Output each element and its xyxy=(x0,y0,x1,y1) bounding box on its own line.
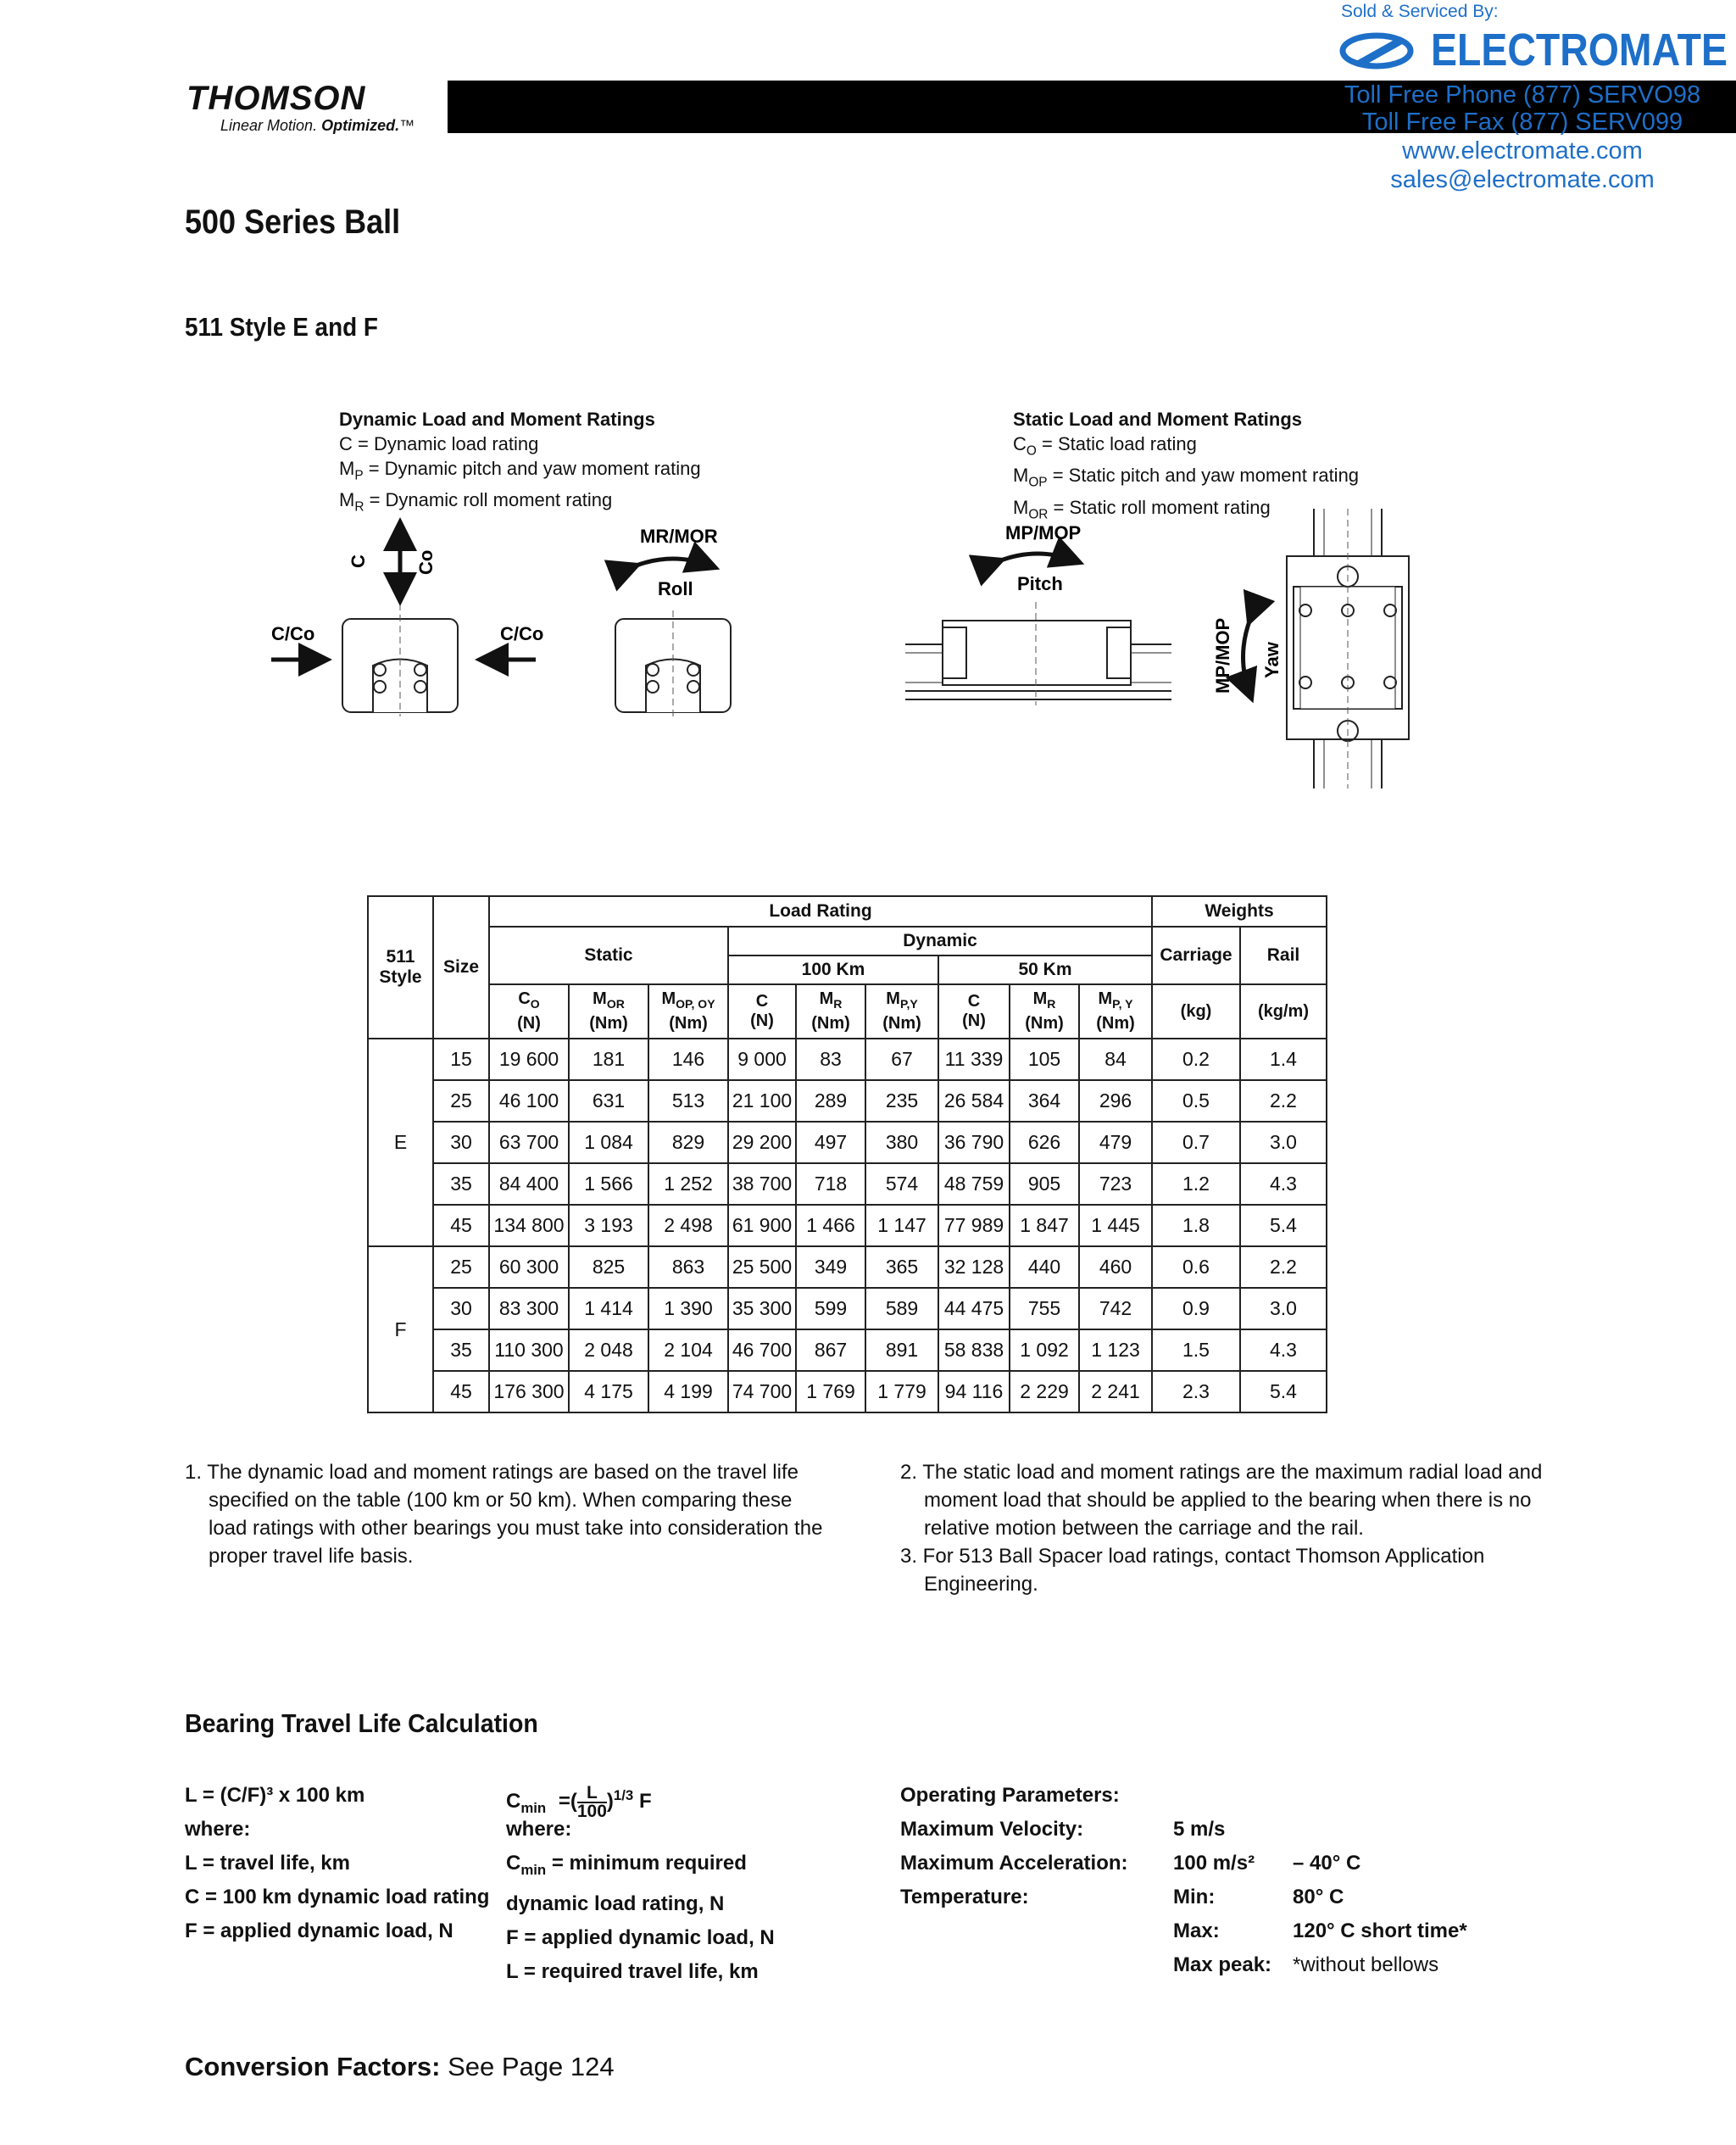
table-cell: 1 147 xyxy=(865,1205,938,1246)
table-cell: 599 xyxy=(796,1288,865,1329)
table-cell: 235 xyxy=(865,1080,938,1122)
def-f2: F = applied dynamic load, N xyxy=(506,1925,775,1949)
calc-formula-1 xyxy=(185,1779,489,1948)
carriage-front-view-roll xyxy=(615,610,731,716)
def-c: C = 100 km dynamic load rating xyxy=(185,1886,490,1908)
table-cell: 1 414 xyxy=(569,1288,648,1329)
col-mp-50: $M_{P, Y}$ (Nm) xyxy=(1079,984,1152,1039)
table-cell: 74 700 xyxy=(728,1371,796,1412)
col-header-size: Size xyxy=(433,896,489,1039)
table-cell: 176 300 xyxy=(489,1371,569,1412)
table-cell: 15 xyxy=(433,1039,489,1080)
table-cell: 45 xyxy=(433,1371,489,1412)
table-cell: 2 104 xyxy=(648,1329,728,1371)
thomson-logo xyxy=(186,80,365,118)
bellows-footnote: *without bellows xyxy=(1293,1953,1439,1976)
table-cell: 349 xyxy=(796,1246,865,1288)
table-cell: 513 xyxy=(648,1080,728,1122)
table-cell: 867 xyxy=(796,1329,865,1371)
thomson-tagline xyxy=(220,117,415,135)
table-cell: 46 700 xyxy=(728,1329,796,1371)
table-cell: 296 xyxy=(1079,1080,1152,1122)
conversion-text[interactable]: See Page 124 xyxy=(440,2052,615,2081)
table-row xyxy=(368,1288,1327,1329)
table-cell: 364 xyxy=(1010,1080,1079,1122)
table-cell: 181 xyxy=(569,1039,648,1080)
formula-cmin: $C_{min}$ =( $\frac{L}{100}$ )$^{1/3}$ F xyxy=(506,1782,652,1821)
table-cell: 1 779 xyxy=(865,1371,938,1412)
label-pitch: Pitch xyxy=(1017,573,1063,594)
table-row xyxy=(368,1329,1327,1371)
table-cell: 1 466 xyxy=(796,1205,865,1246)
header-100km: 100 Km xyxy=(728,956,938,984)
table-cell: 3.0 xyxy=(1240,1288,1327,1329)
table-cell: 67 xyxy=(865,1039,938,1080)
header-static: Static xyxy=(489,927,728,984)
table-cell: 5.4 xyxy=(1240,1371,1327,1412)
dynamic-legend-line: C = Dynamic load rating xyxy=(339,433,539,454)
table-cell: 48 759 xyxy=(938,1163,1010,1205)
table-cell: 25 xyxy=(433,1246,489,1288)
table-cell: 4 199 xyxy=(648,1371,728,1412)
yaw-arrow-icon xyxy=(1244,619,1251,695)
table-row xyxy=(368,1080,1327,1122)
table-cell: 25 500 xyxy=(728,1246,796,1288)
table-row xyxy=(368,1039,1327,1080)
def-l: L = travel life, km xyxy=(185,1852,350,1875)
where-label-2: where: xyxy=(506,1818,572,1841)
col-mr-100: $M_R$ (Nm) xyxy=(796,984,865,1039)
def-f: F = applied dynamic load, N xyxy=(185,1919,453,1942)
col-carriage-unit: (kg) xyxy=(1152,984,1240,1039)
table-cell: 4 175 xyxy=(569,1371,648,1412)
table-cell: 863 xyxy=(648,1246,728,1288)
col-co: $C_O$ (N) xyxy=(489,984,569,1039)
table-cell: 0.7 xyxy=(1152,1122,1240,1163)
conversion-label: Conversion Factors: xyxy=(185,2052,441,2081)
col-c-50: C (N) xyxy=(938,984,1010,1039)
table-cell: 110 300 xyxy=(489,1329,569,1371)
col-mop: $M_{OP, OY}$ (Nm) xyxy=(648,984,728,1039)
load-rating-table xyxy=(367,895,1327,1413)
header-carriage: Carriage xyxy=(1152,927,1240,984)
style-cell-f: F xyxy=(368,1246,433,1412)
col-mr-50: $M_R$ (Nm) xyxy=(1010,984,1079,1039)
table-cell: 58 838 xyxy=(938,1329,1010,1371)
table-cell: 905 xyxy=(1010,1163,1079,1205)
col-mor: $M_{OR}$ (Nm) xyxy=(569,984,648,1039)
table-cell: 36 790 xyxy=(938,1122,1010,1163)
table-cell: 83 300 xyxy=(489,1288,569,1329)
electromate-logo-icon xyxy=(1339,29,1421,73)
temp-max-label: Max: xyxy=(1173,1919,1220,1942)
table-cell: 3 193 xyxy=(569,1205,648,1246)
static-legend-line: $M_{OR}$ = Static roll moment rating xyxy=(1013,496,1271,522)
table-cell: 0.9 xyxy=(1152,1288,1240,1329)
label-c: C xyxy=(348,554,369,568)
def-l2: L = required travel life, km xyxy=(506,1959,759,1983)
dynamic-legend-line: $M_P$ = Dynamic pitch and yaw moment rating xyxy=(339,458,701,483)
table-cell: 83 xyxy=(796,1039,865,1080)
calc-formula-2 xyxy=(506,1779,775,1989)
table-row xyxy=(368,1163,1327,1205)
label-yaw: Yaw xyxy=(1261,642,1283,678)
page-subtitle: 511 Style E and F xyxy=(185,312,378,342)
table-cell: 19 600 xyxy=(489,1039,569,1080)
table-cell: 3.0 xyxy=(1240,1122,1327,1163)
col-c-100: C (N) xyxy=(728,984,796,1039)
static-legend-line: $M_{OP}$ = Static pitch and yaw moment rating xyxy=(1013,465,1360,490)
max-accel-value: 100 m/s² xyxy=(1173,1852,1255,1875)
calc-title: Bearing Travel Life Calculation xyxy=(185,1708,538,1738)
table-cell: 1 566 xyxy=(569,1163,648,1205)
header-dynamic: Dynamic xyxy=(728,927,1152,956)
table-cell: 1 445 xyxy=(1079,1205,1152,1246)
table-cell: 1 769 xyxy=(796,1371,865,1412)
table-cell: 2.2 xyxy=(1240,1080,1327,1122)
table-row xyxy=(368,1205,1327,1246)
sold-serviced-label: Sold & Serviced By: xyxy=(1341,2,1499,21)
table-cell: 631 xyxy=(569,1080,648,1122)
notes-right xyxy=(900,1458,1544,1598)
table-cell: 84 400 xyxy=(489,1163,569,1205)
table-cell: 1.8 xyxy=(1152,1205,1240,1246)
label-pitch-moment: MP/MOP xyxy=(1005,522,1082,543)
label-c-co-left: C/Co xyxy=(271,623,315,644)
table-cell: 60 300 xyxy=(489,1246,569,1288)
table-cell: 723 xyxy=(1079,1163,1152,1205)
table-cell: 829 xyxy=(648,1122,728,1163)
roll-arrow-icon xyxy=(634,559,712,566)
header-weights: Weights xyxy=(1152,896,1327,927)
table-cell: 46 100 xyxy=(489,1080,569,1122)
table-cell: 44 475 xyxy=(938,1288,1010,1329)
table-cell: 2.2 xyxy=(1240,1246,1327,1288)
table-row xyxy=(368,1246,1327,1288)
table-cell: 380 xyxy=(865,1122,938,1163)
page-title: 500 Series Ball xyxy=(185,203,401,241)
label-yaw-moment: MP/MOP xyxy=(1212,617,1233,694)
table-cell: 5.4 xyxy=(1240,1205,1327,1246)
table-cell: 1 390 xyxy=(648,1288,728,1329)
table-cell: 35 xyxy=(433,1329,489,1371)
label-roll-moment: MR/MOR xyxy=(640,526,718,547)
carriage-front-view-left xyxy=(342,604,458,716)
col-header-style: 511 Style xyxy=(368,896,433,1039)
table-cell: 742 xyxy=(1079,1288,1152,1329)
table-cell: 2.3 xyxy=(1152,1371,1240,1412)
temp-peak-label: Max peak: xyxy=(1173,1953,1272,1976)
table-cell: 825 xyxy=(569,1246,648,1288)
formula-life: L = (C/F)³ x 100 km xyxy=(185,1784,365,1807)
table-cell: 94 116 xyxy=(938,1371,1010,1412)
temperature-values xyxy=(1293,1847,1467,1982)
table-cell: 38 700 xyxy=(728,1163,796,1205)
dynamic-legend xyxy=(339,407,701,520)
distributor-fax: Toll Free Fax (877) SERV099 xyxy=(1361,109,1683,136)
table-cell: 1 084 xyxy=(569,1122,648,1163)
note-3: 3. For 513 Ball Spacer load ratings, contact Thomson Application Engineering. xyxy=(900,1545,1485,1596)
note-1: 1. The dynamic load and moment ratings are based on the travel life specified on the table (100 km or 50 km). When comparing these load ratings with other bearings you must take into consideration the proper travel life basis. xyxy=(185,1461,823,1568)
tagline-tm: ™ xyxy=(399,117,415,134)
def-cmin-cont: dynamic load rating, N xyxy=(506,1892,725,1915)
table-cell: 1 252 xyxy=(648,1163,728,1205)
table-cell: 25 xyxy=(433,1080,489,1122)
temp-min-value: – 40° C xyxy=(1293,1852,1361,1875)
table-cell: 2 229 xyxy=(1010,1371,1079,1412)
table-cell: 0.6 xyxy=(1152,1246,1240,1288)
label-c-co-right: C/Co xyxy=(500,623,544,644)
electromate-name: ELECTROMATE xyxy=(1431,25,1728,75)
table-cell: 30 xyxy=(433,1288,489,1329)
table-cell: 84 xyxy=(1079,1039,1152,1080)
table-cell: 0.2 xyxy=(1152,1039,1240,1080)
label-roll: Roll xyxy=(658,578,693,599)
dynamic-legend-line: $M_R$ = Dynamic roll moment rating xyxy=(339,489,613,515)
table-cell: 63 700 xyxy=(489,1122,569,1163)
table-cell: 1 123 xyxy=(1079,1329,1152,1371)
operating-values xyxy=(1173,1779,1271,1982)
table-cell: 718 xyxy=(796,1163,865,1205)
label-co: Co xyxy=(415,549,437,575)
thomson-brand: THOMSON xyxy=(186,80,366,117)
dynamic-legend-heading: Dynamic Load and Moment Ratings xyxy=(339,409,655,430)
tagline-part-a: Linear Motion. xyxy=(220,117,318,134)
tagline-part-b: Optimized. xyxy=(321,117,400,134)
header-50km: 50 Km xyxy=(938,956,1152,984)
table-cell: 32 128 xyxy=(938,1246,1010,1288)
static-legend-line: $C_O$ = Static load rating xyxy=(1013,433,1197,459)
table-cell: 105 xyxy=(1010,1039,1079,1080)
temp-min-label: Min: xyxy=(1173,1886,1216,1908)
style-cell-e: E xyxy=(368,1039,433,1246)
table-cell: 61 900 xyxy=(728,1205,796,1246)
def-cmin: $C_{min}$ = minimum required xyxy=(506,1852,747,1878)
table-cell: 4.3 xyxy=(1240,1329,1327,1371)
distributor-website-link[interactable]: www.electromate.com xyxy=(1402,137,1643,164)
carriage-side-view xyxy=(905,602,1171,705)
table-cell: 2 241 xyxy=(1079,1371,1152,1412)
table-cell: 440 xyxy=(1010,1246,1079,1288)
table-cell: 45 xyxy=(433,1205,489,1246)
table-cell: 1 092 xyxy=(1010,1329,1079,1371)
header-load-rating: Load Rating xyxy=(489,896,1152,927)
table-cell: 35 xyxy=(433,1163,489,1205)
temp-max-value: 80° C xyxy=(1293,1886,1344,1908)
carriage-top-view xyxy=(1287,509,1409,788)
table-cell: 21 100 xyxy=(728,1080,796,1122)
table-cell: 589 xyxy=(865,1288,938,1329)
table-cell: 891 xyxy=(865,1329,938,1371)
conversion-factors xyxy=(185,2052,615,2082)
operating-heading: Operating Parameters: xyxy=(900,1784,1120,1807)
table-cell: 1.5 xyxy=(1152,1329,1240,1371)
pitch-arrow-icon xyxy=(999,554,1077,561)
load-moment-diagram xyxy=(254,509,1441,797)
table-cell: 9 000 xyxy=(728,1039,796,1080)
table-cell: 30 xyxy=(433,1122,489,1163)
table-cell: 35 300 xyxy=(728,1288,796,1329)
table-cell: 29 200 xyxy=(728,1122,796,1163)
table-cell: 0.5 xyxy=(1152,1080,1240,1122)
max-velocity-value: 5 m/s xyxy=(1173,1818,1226,1841)
table-cell: 4.3 xyxy=(1240,1163,1327,1205)
table-cell: 1.4 xyxy=(1240,1039,1327,1080)
table-cell: 479 xyxy=(1079,1122,1152,1163)
table-cell: 626 xyxy=(1010,1122,1079,1163)
table-cell: 26 584 xyxy=(938,1080,1010,1122)
note-2: 2. The static load and moment ratings are the maximum radial load and moment load that should be applied to the bearing when there is no relative motion between the carriage and the rail. xyxy=(900,1461,1543,1540)
table-cell: 2 498 xyxy=(648,1205,728,1246)
table-cell: 755 xyxy=(1010,1288,1079,1329)
where-label: where: xyxy=(185,1818,251,1841)
static-legend-heading: Static Load and Moment Ratings xyxy=(1013,409,1303,430)
table-cell: 574 xyxy=(865,1163,938,1205)
notes-left xyxy=(185,1458,829,1570)
table-cell: 460 xyxy=(1079,1246,1152,1288)
temperature-label: Temperature: xyxy=(900,1886,1029,1908)
table-cell: 146 xyxy=(648,1039,728,1080)
header-rail: Rail xyxy=(1240,927,1327,984)
col-rail-unit: (kg/m) xyxy=(1240,984,1327,1039)
table-cell: 2 048 xyxy=(569,1329,648,1371)
col-mp-100: $M_{P,Y}$ (Nm) xyxy=(865,984,938,1039)
table-cell: 1.2 xyxy=(1152,1163,1240,1205)
table-cell: 77 989 xyxy=(938,1205,1010,1246)
operating-labels xyxy=(900,1779,1128,1914)
max-accel-label: Maximum Acceleration: xyxy=(900,1852,1128,1875)
table-cell: 365 xyxy=(865,1246,938,1288)
table-body xyxy=(368,1039,1327,1412)
table-cell: 497 xyxy=(796,1122,865,1163)
distributor-email-link[interactable]: sales@electromate.com xyxy=(1390,166,1655,193)
temp-peak-value: 120° C short time* xyxy=(1293,1919,1467,1942)
table-cell: 1 847 xyxy=(1010,1205,1079,1246)
table-cell: 11 339 xyxy=(938,1039,1010,1080)
distributor-phone: Toll Free Phone (877) SERVO98 xyxy=(1344,81,1701,109)
max-velocity-label: Maximum Velocity: xyxy=(900,1818,1084,1841)
table-cell: 134 800 xyxy=(489,1205,569,1246)
table-row xyxy=(368,1371,1327,1412)
table-cell: 289 xyxy=(796,1080,865,1122)
table-row xyxy=(368,1122,1327,1163)
